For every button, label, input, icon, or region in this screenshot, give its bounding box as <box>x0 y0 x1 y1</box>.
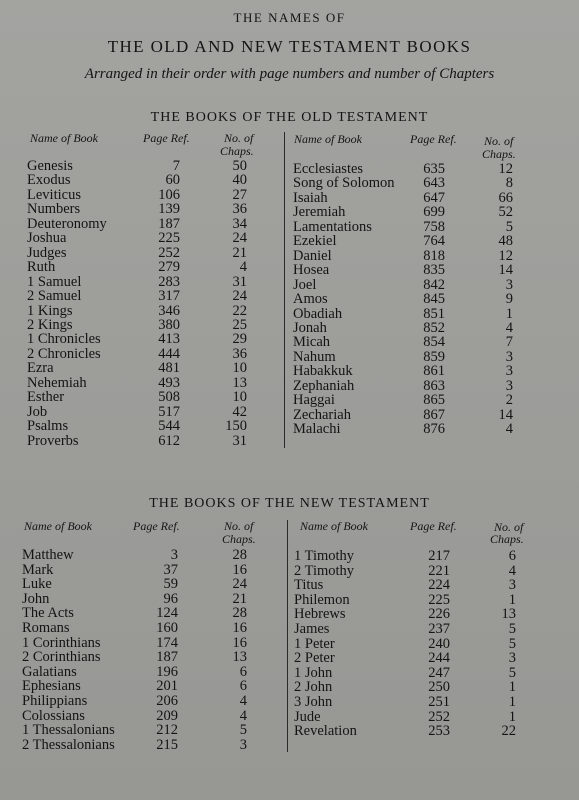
page-ref: 612 <box>158 432 180 449</box>
page-ref: 225 <box>428 591 450 608</box>
chapter-count: 8 <box>505 175 513 192</box>
page-ref: 517 <box>158 403 180 420</box>
ot-right-col-name-header: Name of Book <box>294 132 362 146</box>
chapter-count: 40 <box>232 172 247 189</box>
chapter-count: 2 <box>505 392 513 409</box>
book-name: Joel <box>293 276 317 293</box>
page-ref: 863 <box>423 377 445 394</box>
book-name: Leviticus <box>27 186 81 203</box>
chapter-count: 66 <box>498 189 513 206</box>
page-ref: 508 <box>158 389 180 406</box>
book-name: Genesis <box>27 158 73 174</box>
table-row <box>293 263 553 278</box>
book-name: Habakkuk <box>293 363 353 380</box>
page-ref: 252 <box>428 708 450 725</box>
chapter-count: 1 <box>508 708 516 725</box>
page-ref: 764 <box>423 233 445 250</box>
chapter-count: 52 <box>498 204 513 221</box>
table-row <box>294 549 554 564</box>
ot-right-col-page-header: Page Ref. <box>410 132 457 146</box>
nt-left-col-chaps-header-1: No. of <box>224 519 254 533</box>
ot-left-col-page-header: Page Ref. <box>143 131 190 145</box>
new-testament-title: THE BOOKS OF THE NEW TESTAMENT <box>149 496 430 511</box>
book-name: Micah <box>293 334 331 351</box>
book-name: Numbers <box>27 201 81 218</box>
book-name: Mark <box>22 561 54 578</box>
chapter-count: 9 <box>505 291 513 308</box>
book-name: Ruth <box>27 259 56 276</box>
nt-column-divider <box>287 520 288 752</box>
page-ref: 160 <box>156 620 178 636</box>
page-ref: 845 <box>423 291 445 308</box>
book-name: 2 Thessalonians <box>22 736 115 753</box>
page-ref: 380 <box>158 316 180 333</box>
book-name: 1 Kings <box>27 302 73 319</box>
page-ref: 481 <box>158 360 180 377</box>
book-name: Proverbs <box>27 432 79 449</box>
page-ref: 250 <box>428 679 450 696</box>
page-ref: 283 <box>158 273 180 290</box>
book-name: Daniel <box>293 247 332 264</box>
page-ref: 209 <box>156 707 178 724</box>
header-line-1: THE NAMES OF <box>233 10 346 25</box>
book-name: 1 John <box>294 664 333 681</box>
chapter-count: 16 <box>232 561 247 578</box>
chapter-count: 1 <box>508 679 516 696</box>
chapter-count: 5 <box>508 664 516 681</box>
book-name: Lamentations <box>293 218 372 235</box>
page-ref: 854 <box>423 334 445 351</box>
page-ref: 876 <box>423 421 445 438</box>
book-name: Matthew <box>22 547 74 563</box>
page-ref: 758 <box>423 218 445 235</box>
nt-right-col-chaps-header-1: No. of <box>494 520 524 534</box>
book-name: Jonah <box>293 319 327 336</box>
page-ref: 60 <box>165 172 180 189</box>
book-name: Obadiah <box>293 305 343 322</box>
chapter-count: 13 <box>232 374 247 391</box>
chapter-count: 12 <box>498 247 513 264</box>
nt-right-col-chaps-header-2: Chaps. <box>490 532 524 546</box>
chapter-count: 4 <box>239 693 247 709</box>
page-ref: 244 <box>428 650 450 667</box>
chapter-count: 3 <box>505 276 513 293</box>
book-name: Ezekiel <box>293 233 337 250</box>
page-ref: 279 <box>158 259 180 276</box>
table-row <box>294 651 554 666</box>
book-name: Haggai <box>293 392 335 409</box>
book-name: Zechariah <box>293 406 351 423</box>
page-ref: 444 <box>158 345 180 362</box>
book-name: 2 Corinthians <box>22 649 101 666</box>
page-ref: 413 <box>158 331 180 348</box>
book-name: Amos <box>293 291 328 308</box>
chapter-count: 16 <box>232 634 247 651</box>
book-name: Colossians <box>22 707 85 724</box>
ot-left-col-chaps-header-1: No. of <box>224 131 254 145</box>
page-ref: 861 <box>423 363 445 380</box>
chapter-count: 28 <box>232 547 247 563</box>
book-name: 2 Kings <box>27 316 73 333</box>
page-ref: 699 <box>423 204 445 221</box>
page-ref: 206 <box>156 693 178 709</box>
book-name: Psalms <box>27 418 69 435</box>
page-ref: 852 <box>423 319 445 336</box>
book-name: Romans <box>22 620 70 636</box>
chapter-count: 5 <box>239 722 247 739</box>
chapter-count: 16 <box>232 620 247 636</box>
nt-left-col-page-header: Page Ref. <box>133 519 180 533</box>
page-ref: 493 <box>158 374 180 391</box>
table-row <box>27 419 287 434</box>
table-row <box>27 347 287 362</box>
chapter-count: 3 <box>505 363 513 380</box>
table-row <box>22 694 282 709</box>
page-ref: 635 <box>423 161 445 177</box>
chapter-count: 36 <box>232 345 247 362</box>
page-ref: 237 <box>428 621 450 637</box>
page-ref: 865 <box>423 392 445 409</box>
ot-right-col-chaps-header-2: Chaps. <box>482 147 516 161</box>
page-ref: 247 <box>428 664 450 681</box>
table-row <box>294 578 554 593</box>
chapter-count: 22 <box>232 302 247 319</box>
chapter-count: 21 <box>232 244 247 261</box>
page-ref: 835 <box>423 262 445 279</box>
nt-left-col-name-header: Name of Book <box>24 519 92 533</box>
table-row <box>22 723 282 738</box>
book-name: Philippians <box>22 693 88 709</box>
chapter-count: 50 <box>232 158 247 174</box>
chapter-count: 29 <box>232 331 247 348</box>
book-name: Ezra <box>27 360 54 377</box>
book-name: 1 Chronicles <box>27 331 101 348</box>
page-ref: 96 <box>163 590 178 607</box>
old-testament-title: THE BOOKS OF THE OLD TESTAMENT <box>150 110 429 125</box>
chapter-count: 1 <box>508 694 516 710</box>
book-name: The Acts <box>22 605 74 622</box>
book-name: Nahum <box>293 348 336 365</box>
page-ref: 251 <box>428 694 450 710</box>
table-row <box>293 393 553 408</box>
chapter-count: 24 <box>232 288 247 305</box>
book-name: James <box>294 621 330 637</box>
book-name: Zephaniah <box>293 377 355 394</box>
book-name: Hebrews <box>294 606 346 623</box>
chapter-count: 31 <box>232 432 247 449</box>
book-name: 2 Peter <box>294 650 335 667</box>
page-ref: 252 <box>158 244 180 261</box>
page-ref: 221 <box>428 562 450 579</box>
page-ref: 225 <box>158 230 180 247</box>
book-name: Joshua <box>27 230 67 247</box>
page-ref: 217 <box>428 548 450 564</box>
chapter-count: 4 <box>505 421 513 438</box>
chapter-count: 14 <box>498 406 513 423</box>
table-row <box>22 621 282 636</box>
page-ref: 842 <box>423 276 445 293</box>
chapter-count: 4 <box>239 707 247 724</box>
page-ref: 37 <box>163 561 178 578</box>
page-ref: 867 <box>423 406 445 423</box>
page-ref: 647 <box>423 189 445 206</box>
page-ref: 346 <box>158 302 180 319</box>
page-ref: 544 <box>158 418 180 435</box>
chapter-count: 28 <box>232 605 247 622</box>
chapter-count: 10 <box>232 389 247 406</box>
page-ref: 226 <box>428 606 450 623</box>
page-ref: 643 <box>423 175 445 192</box>
book-name: Exodus <box>27 172 71 189</box>
page-ref: 187 <box>156 649 178 666</box>
table-row <box>22 548 282 563</box>
chapter-count: 5 <box>508 635 516 652</box>
chapter-count: 4 <box>508 562 516 579</box>
page-ref: 174 <box>156 634 178 651</box>
table-row <box>294 695 554 710</box>
chapter-count: 4 <box>239 259 247 276</box>
chapter-count: 21 <box>232 590 247 607</box>
table-row <box>27 246 287 261</box>
page-ref: 240 <box>428 635 450 652</box>
chapter-count: 3 <box>505 377 513 394</box>
table-row <box>293 422 553 437</box>
ot-left-col-chaps-header-2: Chaps. <box>220 144 254 158</box>
page-ref: 59 <box>163 576 178 593</box>
page-ref: 3 <box>170 547 178 563</box>
ot-left-col-name-header: Name of Book <box>30 131 98 145</box>
book-name: Job <box>27 403 48 420</box>
page-ref: 215 <box>156 736 178 753</box>
book-name: Revelation <box>294 723 357 740</box>
chapter-count: 24 <box>232 230 247 247</box>
table-row <box>27 217 287 232</box>
book-name: Luke <box>22 576 52 593</box>
page-ref: 859 <box>423 348 445 365</box>
page-ref: 212 <box>156 722 178 739</box>
book-name: Jude <box>294 708 321 725</box>
page-ref: 124 <box>156 605 178 622</box>
page-ref: 851 <box>423 305 445 322</box>
chapter-count: 4 <box>505 319 513 336</box>
header-title: THE OLD AND NEW TESTAMENT BOOKS <box>107 37 472 56</box>
table-row <box>293 234 553 249</box>
chapter-count: 24 <box>232 576 247 593</box>
table-row <box>27 289 287 304</box>
chapter-count: 42 <box>232 403 247 420</box>
chapter-count: 48 <box>498 233 513 250</box>
chapter-count: 3 <box>508 577 516 594</box>
book-name: 2 Timothy <box>294 562 355 579</box>
page-ref: 139 <box>158 201 180 218</box>
chapter-count: 6 <box>239 678 247 695</box>
table-row <box>27 260 287 275</box>
book-name: John <box>22 590 50 607</box>
book-name: 1 Thessalonians <box>22 722 115 739</box>
page-ref: 253 <box>428 723 450 740</box>
book-name: 1 Corinthians <box>22 634 101 651</box>
book-name: 2 Chronicles <box>27 345 101 362</box>
table-row <box>22 738 282 753</box>
chapter-count: 12 <box>498 161 513 177</box>
book-name: Galatians <box>22 663 77 680</box>
book-name: Judges <box>27 244 67 261</box>
book-name: Esther <box>27 389 65 406</box>
page-ref: 317 <box>158 288 180 305</box>
book-name: Ephesians <box>22 678 81 695</box>
chapter-count: 3 <box>508 650 516 667</box>
nt-right-col-name-header: Name of Book <box>300 519 368 533</box>
page-ref: 224 <box>428 577 450 594</box>
book-name: 1 Timothy <box>294 548 355 564</box>
table-row <box>27 231 287 246</box>
chapter-count: 14 <box>498 262 513 279</box>
chapter-count: 5 <box>508 621 516 637</box>
chapter-count: 25 <box>232 316 247 333</box>
book-name: Titus <box>294 577 324 594</box>
chapter-count: 3 <box>505 348 513 365</box>
page-ref: 196 <box>156 663 178 680</box>
chapter-count: 5 <box>505 218 513 235</box>
book-name: 2 John <box>294 679 333 696</box>
page-ref: 187 <box>158 215 180 232</box>
table-row <box>294 622 554 637</box>
chapter-count: 27 <box>232 186 247 203</box>
table-row <box>294 724 554 739</box>
book-name: Song of Solomon <box>293 175 395 192</box>
chapter-count: 10 <box>232 360 247 377</box>
chapter-count: 13 <box>232 649 247 666</box>
page-ref: 7 <box>172 158 180 174</box>
nt-left-col-chaps-header-2: Chaps. <box>222 532 256 546</box>
chapter-count: 13 <box>501 606 516 623</box>
book-name: Isaiah <box>293 189 328 206</box>
book-name: 1 Peter <box>294 635 335 652</box>
ot-right-col-chaps-header-1: No. of <box>484 134 514 148</box>
chapter-count: 1 <box>508 591 516 608</box>
book-name: 1 Samuel <box>27 273 82 290</box>
table-row <box>27 376 287 391</box>
book-name: 2 Samuel <box>27 288 82 305</box>
table-row <box>27 434 287 449</box>
book-name: Jeremiah <box>293 204 346 221</box>
chapter-count: 3 <box>239 736 247 753</box>
book-name: Malachi <box>293 421 341 438</box>
book-name: Philemon <box>294 591 350 608</box>
page-ref: 818 <box>423 247 445 264</box>
chapter-count: 34 <box>232 215 247 232</box>
table-row <box>293 292 553 307</box>
chapter-count: 22 <box>501 723 516 740</box>
book-name: Hosea <box>293 262 330 279</box>
table-row <box>27 390 287 405</box>
chapter-count: 31 <box>232 273 247 290</box>
book-name: Ecclesiastes <box>293 161 364 177</box>
header-subtitle: Arranged in their order with page numbers and number of Chapters <box>84 66 495 82</box>
table-row <box>22 650 282 665</box>
page-ref: 201 <box>156 678 178 695</box>
chapter-count: 150 <box>225 418 247 435</box>
chapter-count: 7 <box>505 334 513 351</box>
book-name: Nehemiah <box>27 374 87 391</box>
chapter-count: 6 <box>508 548 516 564</box>
chapter-count: 6 <box>239 663 247 680</box>
table-row <box>22 577 282 592</box>
nt-right-col-page-header: Page Ref. <box>410 519 457 533</box>
book-name: 3 John <box>294 694 333 710</box>
page-ref: 106 <box>158 186 180 203</box>
book-name: Deuteronomy <box>27 215 107 232</box>
chapter-count: 1 <box>505 305 513 322</box>
chapter-count: 36 <box>232 201 247 218</box>
